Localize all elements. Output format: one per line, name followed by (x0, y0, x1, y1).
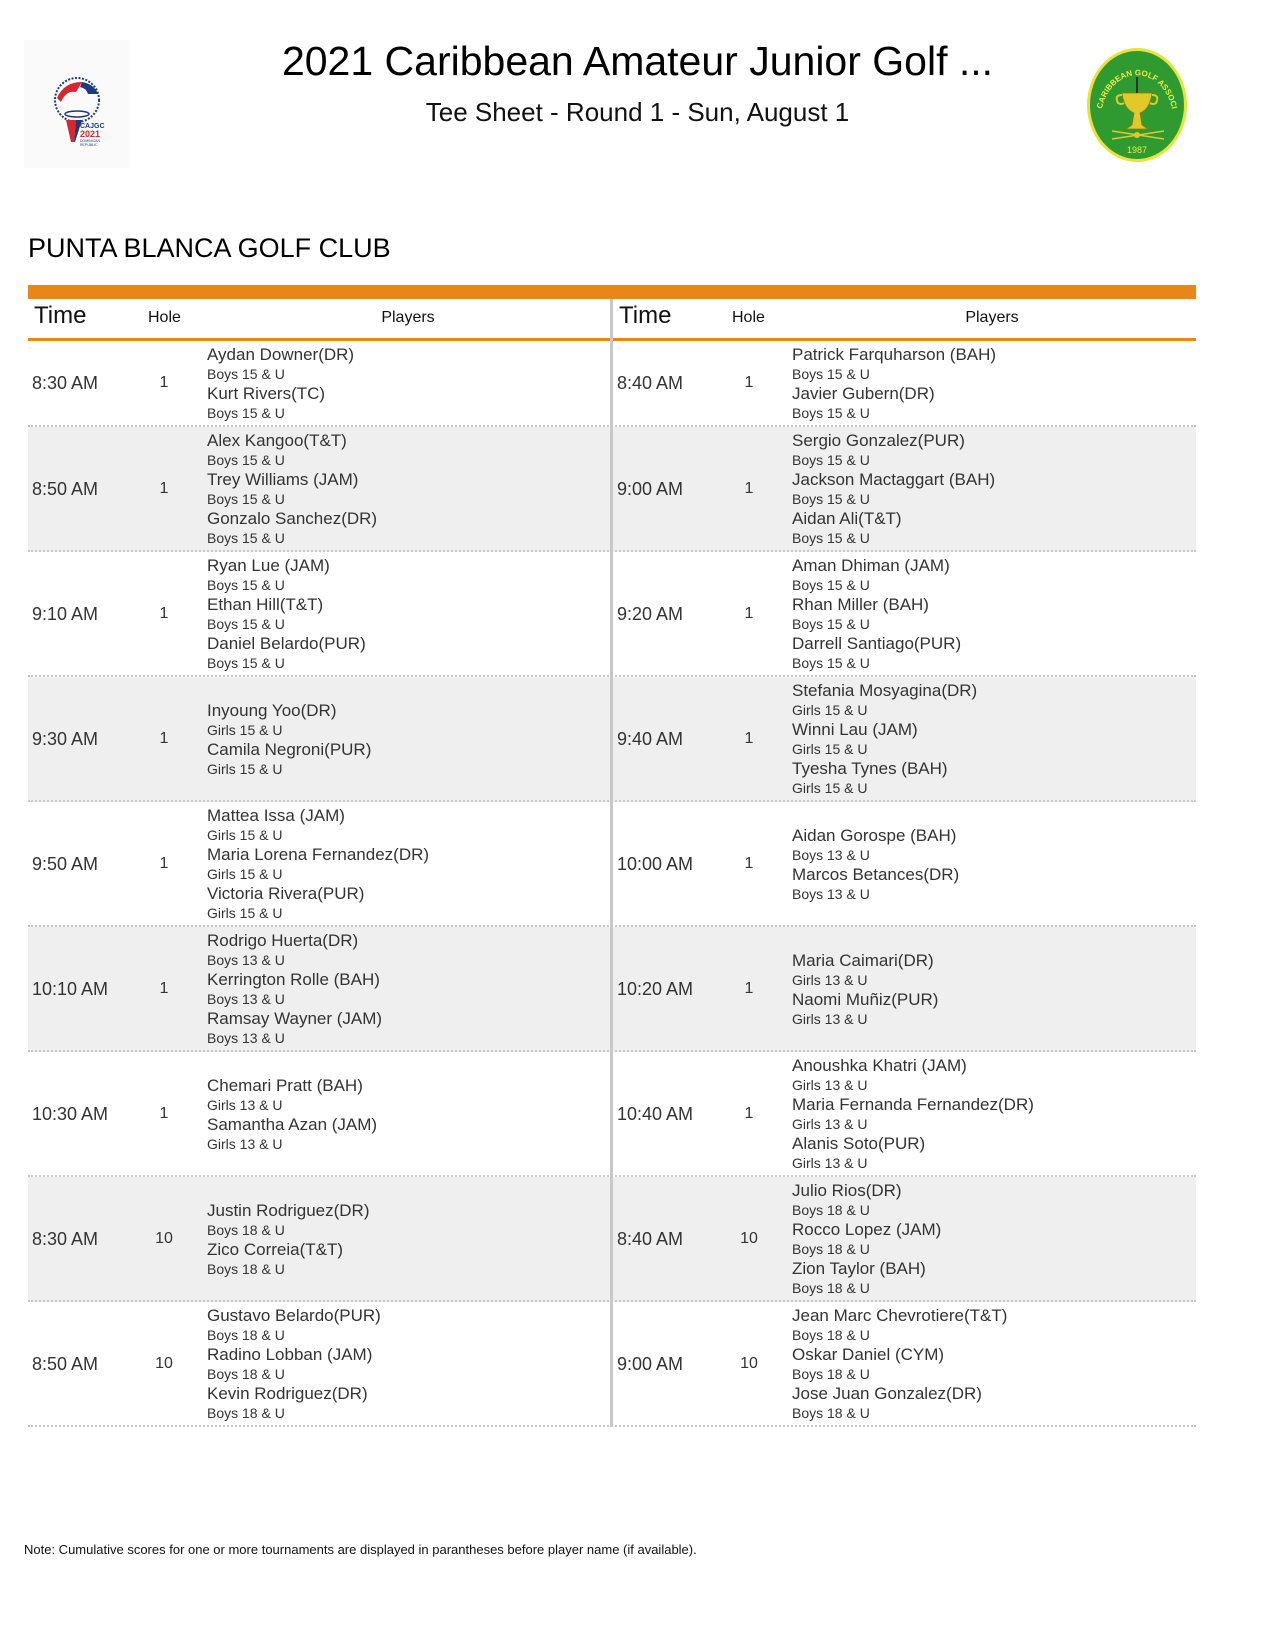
player-division: Boys 15 & U (792, 616, 870, 632)
player-division: Boys 13 & U (792, 885, 870, 902)
player-list (207, 701, 371, 779)
player-division: Boys 18 & U (792, 1280, 870, 1296)
player-name: Gustavo Belardo(PUR) (207, 1306, 381, 1325)
player-list (207, 1201, 370, 1279)
hole-number: 10 (155, 1229, 173, 1247)
tee-time: 9:00 AM (617, 1353, 684, 1374)
player-division: Boys 15 & U (792, 577, 870, 593)
player-name: Maria Lorena Fernandez(DR) (207, 845, 430, 864)
player-division: Boys 13 & U (207, 1030, 285, 1046)
player-name: Darrell Santiago(PUR) (792, 634, 962, 653)
seal-year: 1987 (1126, 145, 1148, 155)
hole-number: 1 (159, 854, 169, 872)
player-list (792, 1181, 941, 1298)
player-name: Javier Gubern(DR) (792, 384, 935, 403)
player-list (207, 431, 377, 548)
player-division: Boys 18 & U (207, 1260, 285, 1277)
player-list (207, 806, 429, 923)
player-division: Boys 15 & U (207, 366, 285, 382)
player-division: Boys 18 & U (792, 1405, 870, 1421)
player-name: Tyesha Tynes (BAH) (792, 759, 948, 778)
player-list (792, 951, 938, 1029)
logo-text-cajgc: CAJGC (80, 123, 105, 130)
tee-time: 9:40 AM (617, 728, 684, 749)
page-subtitle: Tee Sheet - Round 1 - Sun, August 1 (425, 97, 850, 127)
player-name: Winni Lau (JAM) (792, 720, 918, 739)
tee-time: 8:30 AM (32, 373, 99, 393)
player-division: Boys 15 & U (207, 452, 285, 468)
tee-time: 8:40 AM (617, 373, 684, 393)
player-division: Girls 13 & U (792, 1116, 868, 1132)
hole-number: 1 (744, 479, 754, 497)
player-division: Boys 13 & U (207, 952, 285, 968)
player-division: Boys 15 & U (792, 452, 870, 468)
tee-time: 10:40 AM (617, 1103, 694, 1124)
player-division: Girls 15 & U (792, 702, 868, 718)
player-division: Boys 13 & U (207, 991, 285, 1007)
logo-text-country-1: DOMINICAN (80, 139, 101, 143)
player-list (792, 345, 996, 423)
player-name: Oskar Daniel (CYM) (792, 1345, 945, 1364)
tee-time: 9:50 AM (32, 853, 99, 874)
player-division: Girls 15 & U (207, 905, 283, 921)
header-players: Players (381, 309, 435, 326)
player-division: Boys 18 & U (792, 1241, 870, 1257)
player-division: Boys 15 & U (207, 405, 285, 421)
player-division: Boys 18 & U (792, 1327, 870, 1343)
tee-time: 10:00 AM (617, 853, 694, 874)
cga-seal-icon (1086, 47, 1188, 163)
player-division: Boys 18 & U (207, 1327, 285, 1343)
page-title: 2021 Caribbean Amateur Junior Golf ... (281, 38, 994, 84)
player-name: Radino Lobban (JAM) (207, 1345, 373, 1364)
header-hole: Hole (148, 309, 181, 326)
player-name: Daniel Belardo(PUR) (207, 634, 366, 653)
logo-text-country-2: REPUBLIC (80, 143, 98, 147)
course-name: PUNTA BLANCA GOLF CLUB (28, 233, 391, 263)
player-name: Aidan Gorospe (BAH) (792, 825, 957, 845)
hole-number: 1 (744, 729, 754, 747)
player-name: Jackson Mactaggart (BAH) (792, 470, 996, 489)
player-division: Boys 18 & U (207, 1366, 285, 1382)
player-division: Boys 15 & U (792, 530, 870, 546)
tee-time: 8:50 AM (32, 1353, 99, 1374)
hole-number: 1 (159, 729, 169, 747)
player-name: Alex Kangoo(T&T) (207, 431, 347, 450)
player-name: Camila Negroni(PUR) (207, 739, 372, 759)
player-name: Kurt Rivers(TC) (207, 384, 326, 403)
player-name: Chemari Pratt (BAH) (207, 1075, 363, 1095)
player-division: Girls 15 & U (207, 866, 283, 882)
player-name: Maria Fernanda Fernandez(DR) (792, 1095, 1034, 1114)
player-name: Naomi Muñiz(PUR) (792, 989, 939, 1009)
player-name: Samantha Azan (JAM) (207, 1114, 378, 1134)
tee-time: 8:30 AM (32, 1228, 99, 1249)
tee-time: 9:30 AM (32, 728, 99, 749)
column-divider (610, 299, 613, 1427)
hole-number: 1 (159, 979, 169, 997)
player-name: Ethan Hill(T&T) (207, 595, 324, 614)
player-name: Marcos Betances(DR) (792, 864, 960, 884)
player-name: Kevin Rodriguez(DR) (207, 1384, 368, 1403)
hole-number: 1 (159, 374, 169, 391)
player-list (792, 1306, 1007, 1423)
player-division: Boys 18 & U (207, 1405, 285, 1421)
footer-note: Note: Cumulative scores for one or more tournaments are displayed in parantheses before player name (if available). (24, 1542, 697, 1557)
player-name: Maria Caimari(DR) (792, 950, 934, 970)
header-time: Time (34, 302, 87, 329)
hole-number: 1 (744, 1104, 754, 1122)
tee-time: 8:50 AM (32, 478, 99, 499)
player-name: Rocco Lopez (JAM) (792, 1220, 942, 1239)
player-division: Girls 13 & U (207, 1096, 283, 1113)
player-division: Boys 15 & U (792, 366, 870, 382)
player-division: Boys 15 & U (207, 616, 285, 632)
player-name: Ramsay Wayner (JAM) (207, 1009, 383, 1028)
player-division: Boys 15 & U (792, 491, 870, 507)
player-list (207, 1076, 377, 1154)
player-list (792, 431, 995, 548)
player-list (207, 931, 382, 1048)
player-list (207, 1306, 381, 1423)
player-division: Girls 13 & U (207, 1135, 283, 1152)
left-column-header (28, 299, 610, 338)
hole-number: 1 (159, 604, 169, 622)
player-name: Zion Taylor (BAH) (792, 1259, 926, 1278)
caribbean-golf-association-logo (1086, 47, 1188, 163)
player-division: Boys 15 & U (207, 577, 285, 593)
player-name: Rhan Miller (BAH) (792, 595, 929, 614)
header-hole: Hole (732, 309, 765, 326)
player-name: Aidan Ali(T&T) (792, 509, 902, 528)
cajgc-logo (24, 40, 130, 168)
header-players: Players (965, 309, 1019, 326)
player-name: Julio Rios(DR) (792, 1181, 902, 1200)
player-name: Alanis Soto(PUR) (792, 1134, 926, 1153)
player-name: Jose Juan Gonzalez(DR) (792, 1384, 982, 1403)
player-name: Aydan Downer(DR) (207, 345, 355, 364)
player-division: Girls 13 & U (792, 1010, 868, 1027)
right-column-header (613, 299, 1196, 338)
player-division: Boys 18 & U (792, 1202, 870, 1218)
player-list (207, 556, 366, 673)
player-name: Sergio Gonzalez(PUR) (792, 431, 965, 450)
player-division: Boys 15 & U (792, 405, 870, 421)
player-name: Inyoung Yoo(DR) (207, 700, 337, 720)
header-time: Time (619, 302, 672, 329)
player-division: Girls 15 & U (792, 741, 868, 757)
hole-number: 10 (740, 1229, 758, 1247)
player-division: Boys 15 & U (207, 530, 285, 546)
player-division: Girls 15 & U (207, 760, 283, 777)
hole-number: 1 (744, 374, 754, 391)
player-name: Ryan Lue (JAM) (207, 556, 330, 575)
hole-number: 1 (744, 979, 754, 997)
player-division: Girls 13 & U (792, 1077, 868, 1093)
cajgc-2021-logo-icon (24, 40, 130, 168)
tee-time: 10:30 AM (32, 1103, 109, 1124)
hole-number: 10 (155, 1354, 173, 1372)
tee-time: 9:00 AM (617, 478, 684, 499)
player-division: Boys 15 & U (207, 655, 285, 671)
hole-number: 1 (744, 604, 754, 622)
hole-number: 1 (159, 1104, 169, 1122)
player-name: Gonzalo Sanchez(DR) (207, 509, 378, 528)
table-top-bar (28, 285, 1196, 299)
player-division: Boys 18 & U (207, 1221, 285, 1238)
player-name: Kerrington Rolle (BAH) (207, 970, 380, 989)
player-list (792, 556, 961, 673)
player-division: Boys 18 & U (792, 1366, 870, 1382)
player-name: Aman Dhiman (JAM) (792, 556, 950, 575)
tee-time: 10:10 AM (32, 978, 109, 999)
player-name: Anoushka Khatri (JAM) (792, 1056, 967, 1075)
player-division: Boys 13 & U (792, 846, 870, 863)
tee-time: 8:40 AM (617, 1228, 684, 1249)
player-name: Rodrigo Huerta(DR) (207, 931, 359, 950)
hole-number: 10 (740, 1354, 758, 1372)
player-division: Girls 13 & U (792, 971, 868, 988)
player-name: Zico Correia(T&T) (207, 1239, 344, 1259)
player-name: Victoria Rivera(PUR) (207, 884, 365, 903)
player-name: Trey Williams (JAM) (207, 470, 359, 489)
player-name: Jean Marc Chevrotiere(T&T) (792, 1306, 1008, 1325)
tee-time: 9:10 AM (32, 603, 99, 624)
player-division: Girls 15 & U (207, 827, 283, 843)
logo-text-year: 2021 (80, 129, 101, 139)
player-list (207, 345, 354, 423)
player-list (792, 826, 959, 904)
hole-number: 1 (744, 854, 754, 872)
hole-number: 1 (159, 479, 169, 497)
player-division: Girls 13 & U (792, 1155, 868, 1171)
player-division: Girls 15 & U (792, 780, 868, 796)
player-name: Mattea Issa (JAM) (207, 806, 345, 825)
seal-arc-text: CARIBBEAN GOLF ASSOCI (1095, 68, 1179, 110)
player-list (792, 1056, 1034, 1173)
tee-time: 10:20 AM (617, 978, 694, 999)
player-name: Stefania Mosyagina(DR) (792, 681, 978, 700)
player-division: Girls 15 & U (207, 721, 283, 738)
player-division: Boys 15 & U (207, 491, 285, 507)
player-list (792, 681, 977, 798)
player-division: Boys 15 & U (792, 655, 870, 671)
player-name: Patrick Farquharson (BAH) (792, 345, 997, 364)
player-name: Justin Rodriguez(DR) (207, 1200, 370, 1220)
tee-time: 9:20 AM (617, 603, 684, 624)
